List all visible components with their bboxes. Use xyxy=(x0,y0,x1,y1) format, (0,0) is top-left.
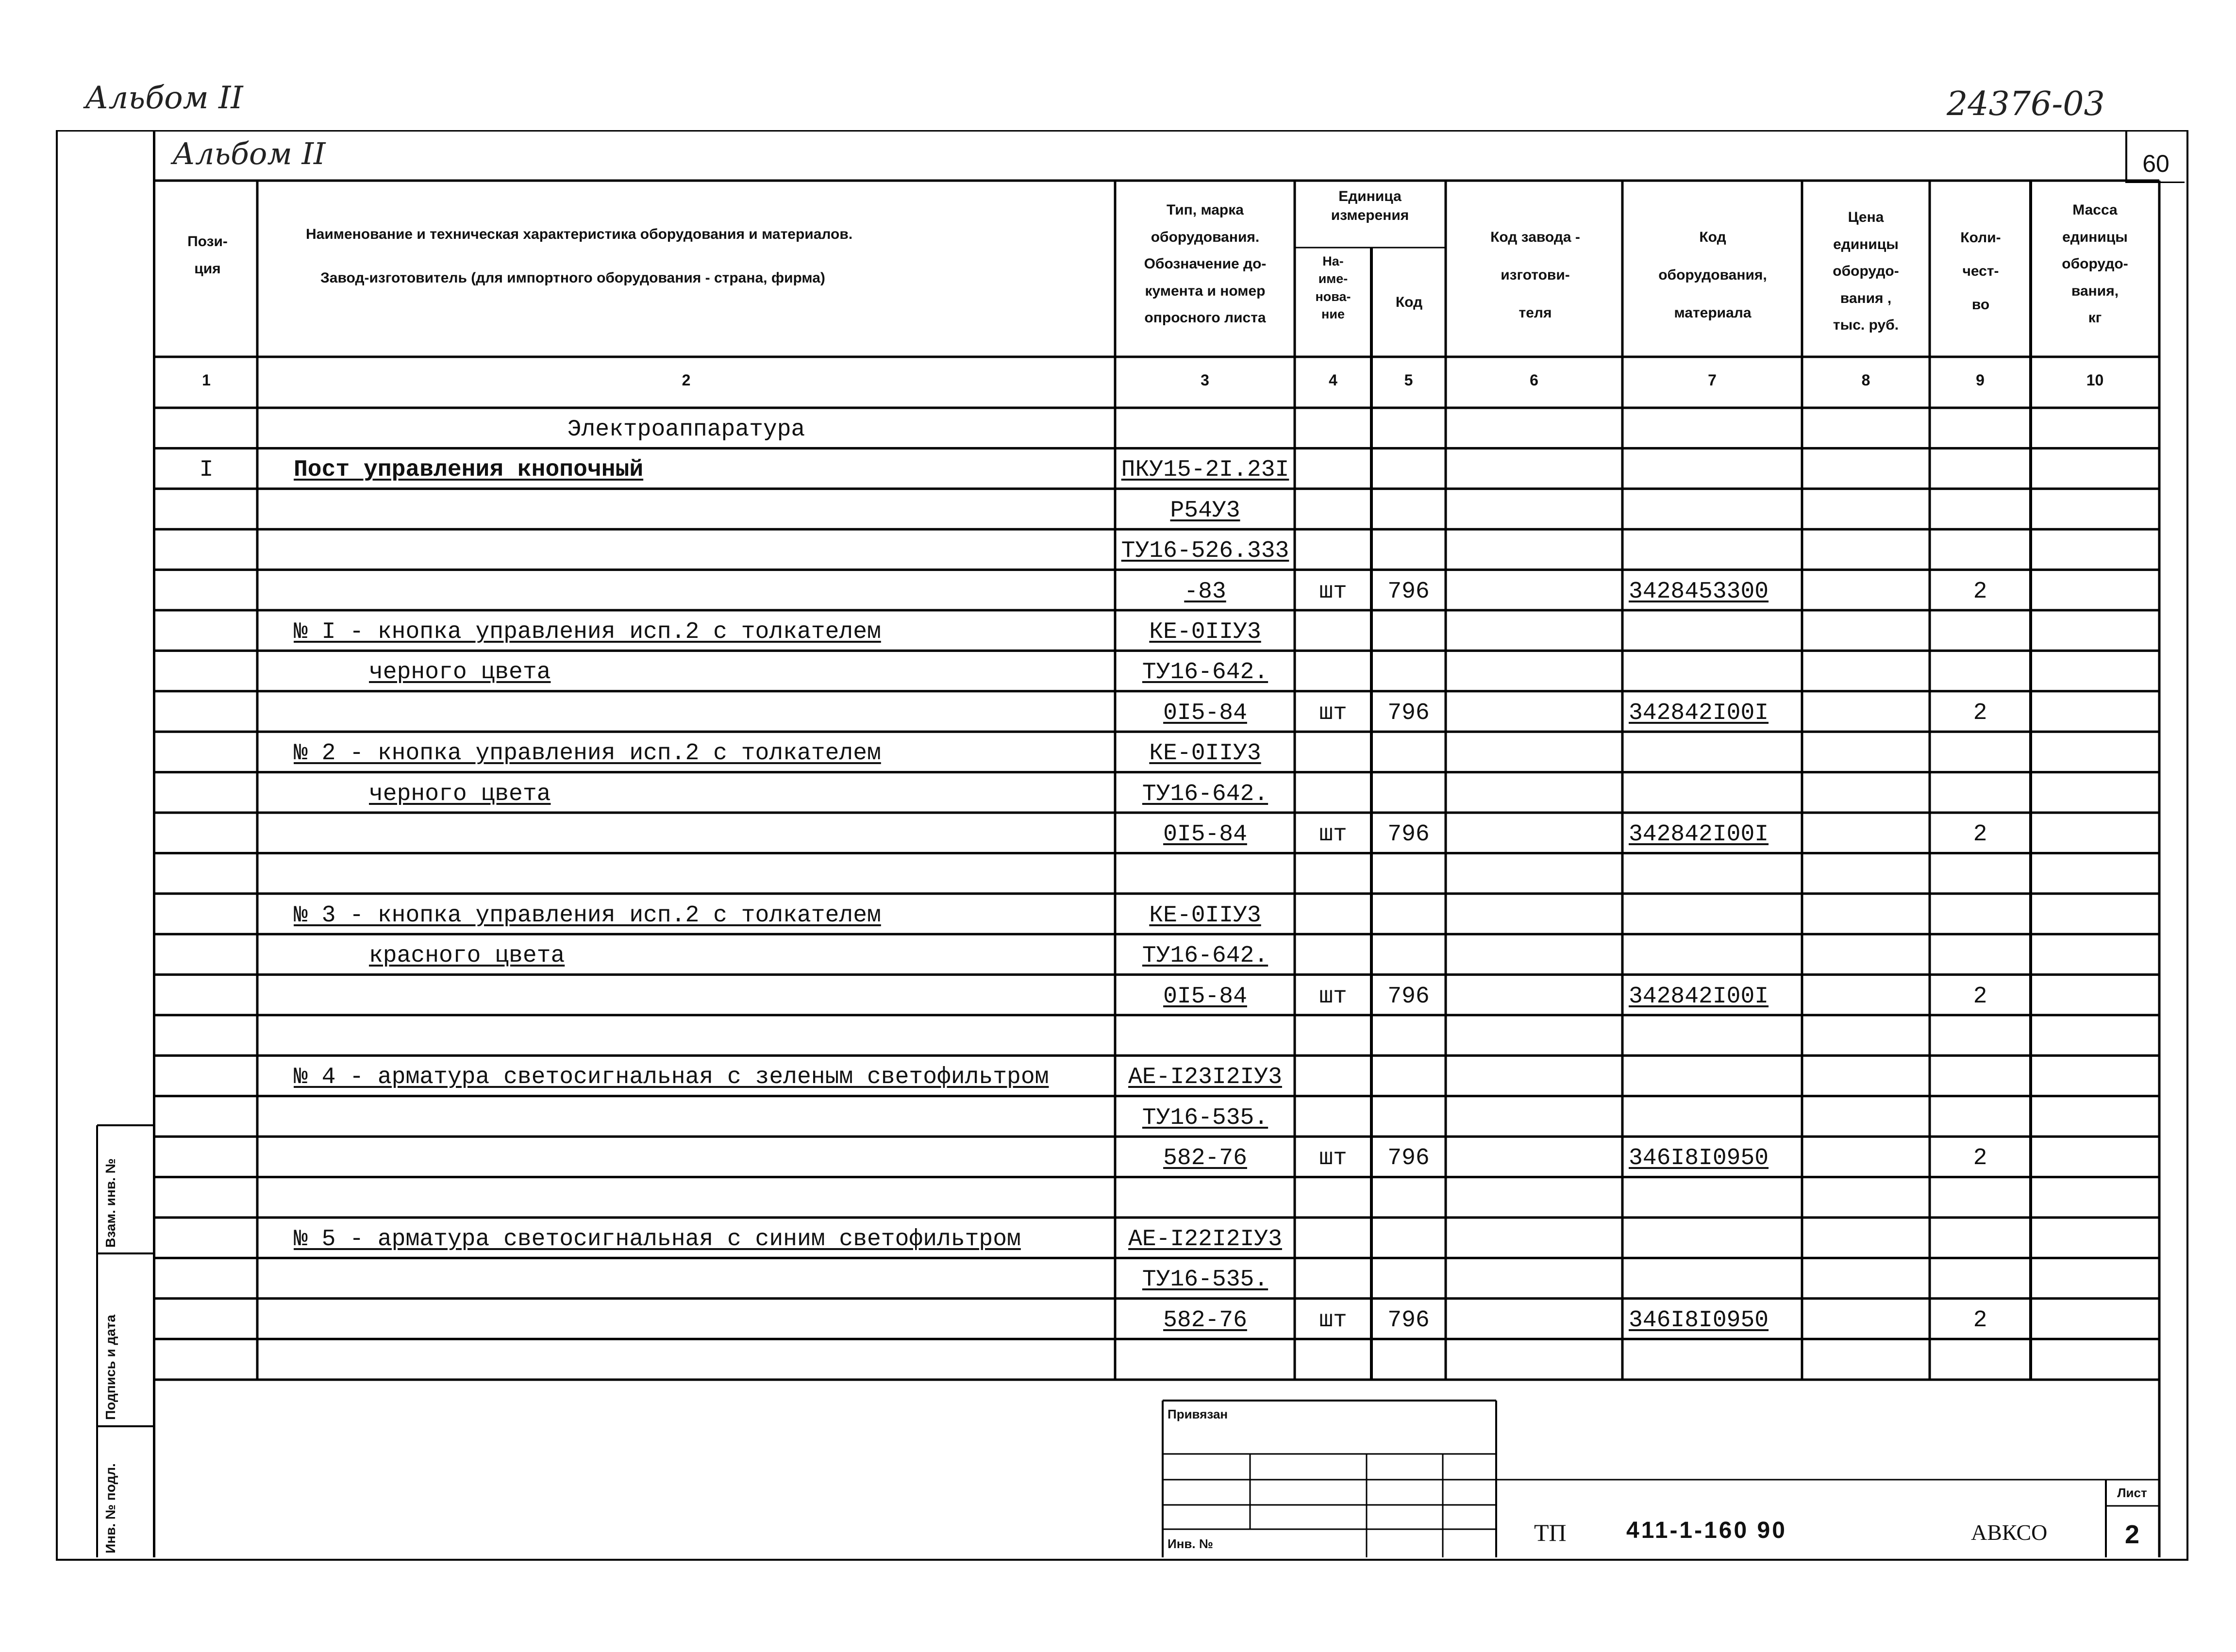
cell-equipment-code: 346I8I0950 xyxy=(1629,1145,1769,1172)
table-row xyxy=(0,894,2236,934)
cell-type: АЕ-I23I2IУ3 xyxy=(1128,1064,1282,1091)
cell-type: ТУ16-642. xyxy=(1142,781,1268,807)
cell-equipment-code: 342842I00I xyxy=(1629,983,1769,1010)
table-row xyxy=(0,529,2236,569)
table-row xyxy=(0,1136,2236,1177)
cell-unit-code: 796 xyxy=(1387,700,1430,726)
cell-quantity: 2 xyxy=(1973,578,1987,605)
side-label-signature: Подпись и дата xyxy=(103,1315,118,1420)
column-number-7: 7 xyxy=(1708,371,1717,389)
cell-type: Р54У3 xyxy=(1170,497,1240,524)
cell-type: АЕ-I22I2IУ3 xyxy=(1128,1226,1282,1252)
column-number-2: 2 xyxy=(682,371,691,389)
cell-quantity: 2 xyxy=(1973,1145,1987,1172)
stamp-project-code: ТП xyxy=(1534,1519,1567,1546)
cell-equipment-code: 342842I00I xyxy=(1629,700,1769,726)
column-number-6: 6 xyxy=(1530,371,1538,389)
cell-type: КЕ-0IIУ3 xyxy=(1149,619,1261,645)
table-row xyxy=(0,772,2236,813)
cell-type: ТУ16-642. xyxy=(1142,659,1268,686)
cell-unit-code: 796 xyxy=(1387,578,1430,605)
side-label-inventory: Инв. № подл. xyxy=(103,1463,118,1553)
cell-unit-code: 796 xyxy=(1387,1307,1430,1334)
cell-type: -83 xyxy=(1184,578,1226,605)
column-number-5: 5 xyxy=(1404,371,1413,389)
cell-type: ТУ16-535. xyxy=(1142,1104,1268,1131)
table-row xyxy=(0,1218,2236,1258)
table-row xyxy=(0,651,2236,691)
cell-type: КЕ-0IIУ3 xyxy=(1149,740,1261,767)
album-label-inner: Альбом II xyxy=(172,136,326,171)
stamp-privyazan: Привязан xyxy=(1168,1407,1228,1421)
header-quantity: Коли- чест- во xyxy=(1960,230,2001,313)
cell-unit-code: 796 xyxy=(1387,821,1430,848)
cell-name: № 3 - кнопка управления исп.2 с толкателем xyxy=(294,902,881,929)
table-row xyxy=(0,1055,2236,1096)
header-unit-code: Код xyxy=(1395,294,1423,310)
cell-type: 0I5-84 xyxy=(1163,983,1247,1010)
cell-name: черного цвета xyxy=(369,659,551,686)
cell-type: 0I5-84 xyxy=(1163,700,1247,726)
column-number-1: 1 xyxy=(202,371,211,389)
cell-type: 0I5-84 xyxy=(1163,821,1247,848)
cell-type: ТУ16-535. xyxy=(1142,1267,1268,1293)
table-row xyxy=(0,1096,2236,1136)
column-number-9: 9 xyxy=(1976,371,1985,389)
header-mass: Масса единицы оборудо- вания, кг xyxy=(2062,202,2128,326)
column-number-8: 8 xyxy=(1861,371,1870,389)
column-number-4: 4 xyxy=(1329,371,1337,389)
column-number-10: 10 xyxy=(2086,371,2104,389)
cell-name: № 4 - арматура светосигнальная с зеленым светофильтром xyxy=(294,1064,1049,1091)
table-row xyxy=(0,570,2236,610)
table-row xyxy=(0,1177,2236,1218)
cell-unit: шт xyxy=(1319,983,1347,1010)
cell-type: 582-76 xyxy=(1163,1307,1247,1334)
table-row xyxy=(0,610,2236,651)
table-row xyxy=(0,489,2236,529)
table-row xyxy=(0,813,2236,853)
header-position: Пози- ция xyxy=(187,234,228,277)
album-label-top: Альбом II xyxy=(85,80,243,116)
table-row xyxy=(0,934,2236,974)
cell-unit: шт xyxy=(1319,700,1347,726)
cell-type: ТУ16-526.333 xyxy=(1121,538,1289,565)
cell-equipment-code: 342842I00I xyxy=(1629,821,1769,848)
table-row xyxy=(0,691,2236,732)
cell-name: № 2 - кнопка управления исп.2 с толкателем xyxy=(294,740,881,767)
cell-type: ПКУ15-2I.23I xyxy=(1121,457,1289,484)
table-row xyxy=(0,732,2236,772)
cell-quantity: 2 xyxy=(1973,700,1987,726)
table-row xyxy=(0,448,2236,488)
document-number: 24376-03 xyxy=(1947,85,2105,123)
header-unit-name: На- име- нова- ние xyxy=(1315,254,1351,322)
cell-unit: шт xyxy=(1319,1307,1347,1334)
side-label-vzam: Взам. инв. № xyxy=(103,1158,118,1248)
cell-type: ТУ16-642. xyxy=(1142,943,1268,969)
cell-name: красного цвета xyxy=(369,943,565,969)
table-row xyxy=(0,1258,2236,1298)
cell-equipment-code: 3428453300 xyxy=(1629,578,1769,605)
column-number-3: 3 xyxy=(1201,371,1209,389)
stamp-sheet-number: 2 xyxy=(2124,1520,2140,1549)
table-row xyxy=(0,1299,2236,1339)
cell-unit-code: 796 xyxy=(1387,983,1430,1010)
cell-unit: шт xyxy=(1319,578,1347,605)
cell-type: КЕ-0IIУ3 xyxy=(1149,902,1261,929)
cell-unit: шт xyxy=(1319,1145,1347,1172)
stamp-inv-no: Инв. № xyxy=(1168,1536,1213,1551)
header-equipment-code: Код оборудования, материала xyxy=(1658,229,1767,321)
cell-name: черного цвета xyxy=(369,781,551,807)
stamp-sheet-label: Лист xyxy=(2117,1485,2147,1500)
cell-quantity: 2 xyxy=(1973,1307,1987,1334)
cell-equipment-code: 346I8I0950 xyxy=(1629,1307,1769,1334)
stamp-suffix: АВКСО xyxy=(1971,1520,2048,1545)
header-price: Цена единицы оборудо- вания , тыс. руб. xyxy=(1833,209,1899,333)
cell-quantity: 2 xyxy=(1973,983,1987,1010)
page-number: 60 xyxy=(2142,150,2169,177)
cell-name: Электроаппаратура xyxy=(567,417,805,443)
cell-name: Пост управления кнопочный xyxy=(294,457,644,484)
table-row xyxy=(0,1339,2236,1379)
cell-unit: шт xyxy=(1319,821,1347,848)
cell-type: 582-76 xyxy=(1163,1145,1247,1172)
table-row xyxy=(0,1015,2236,1055)
table-row xyxy=(0,408,2236,448)
cell-unit-code: 796 xyxy=(1387,1145,1430,1172)
header-name-line1: Наименование и техническая характеристика оборудования и материалов. xyxy=(306,226,853,242)
header-type: Тип, марка оборудования. Обозначение до- кумента и номер опросного листа xyxy=(1144,202,1267,326)
cell-name: № I - кнопка управления исп.2 с толкателем xyxy=(294,619,881,645)
cell-position: I xyxy=(199,457,214,484)
cell-name: № 5 - арматура светосигнальная с синим светофильтром xyxy=(294,1226,1021,1252)
header-unit-group: Единица измерения xyxy=(1331,188,1409,223)
stamp-project-number: 411-1-160 90 xyxy=(1626,1518,1787,1543)
table-row xyxy=(0,975,2236,1015)
header-name-line2: Завод-изготовитель (для импортного оборудования - страна, фирма) xyxy=(320,270,825,286)
header-factory-code: Код завода - изготови- теля xyxy=(1490,229,1580,321)
cell-quantity: 2 xyxy=(1973,821,1987,848)
table-row xyxy=(0,853,2236,893)
